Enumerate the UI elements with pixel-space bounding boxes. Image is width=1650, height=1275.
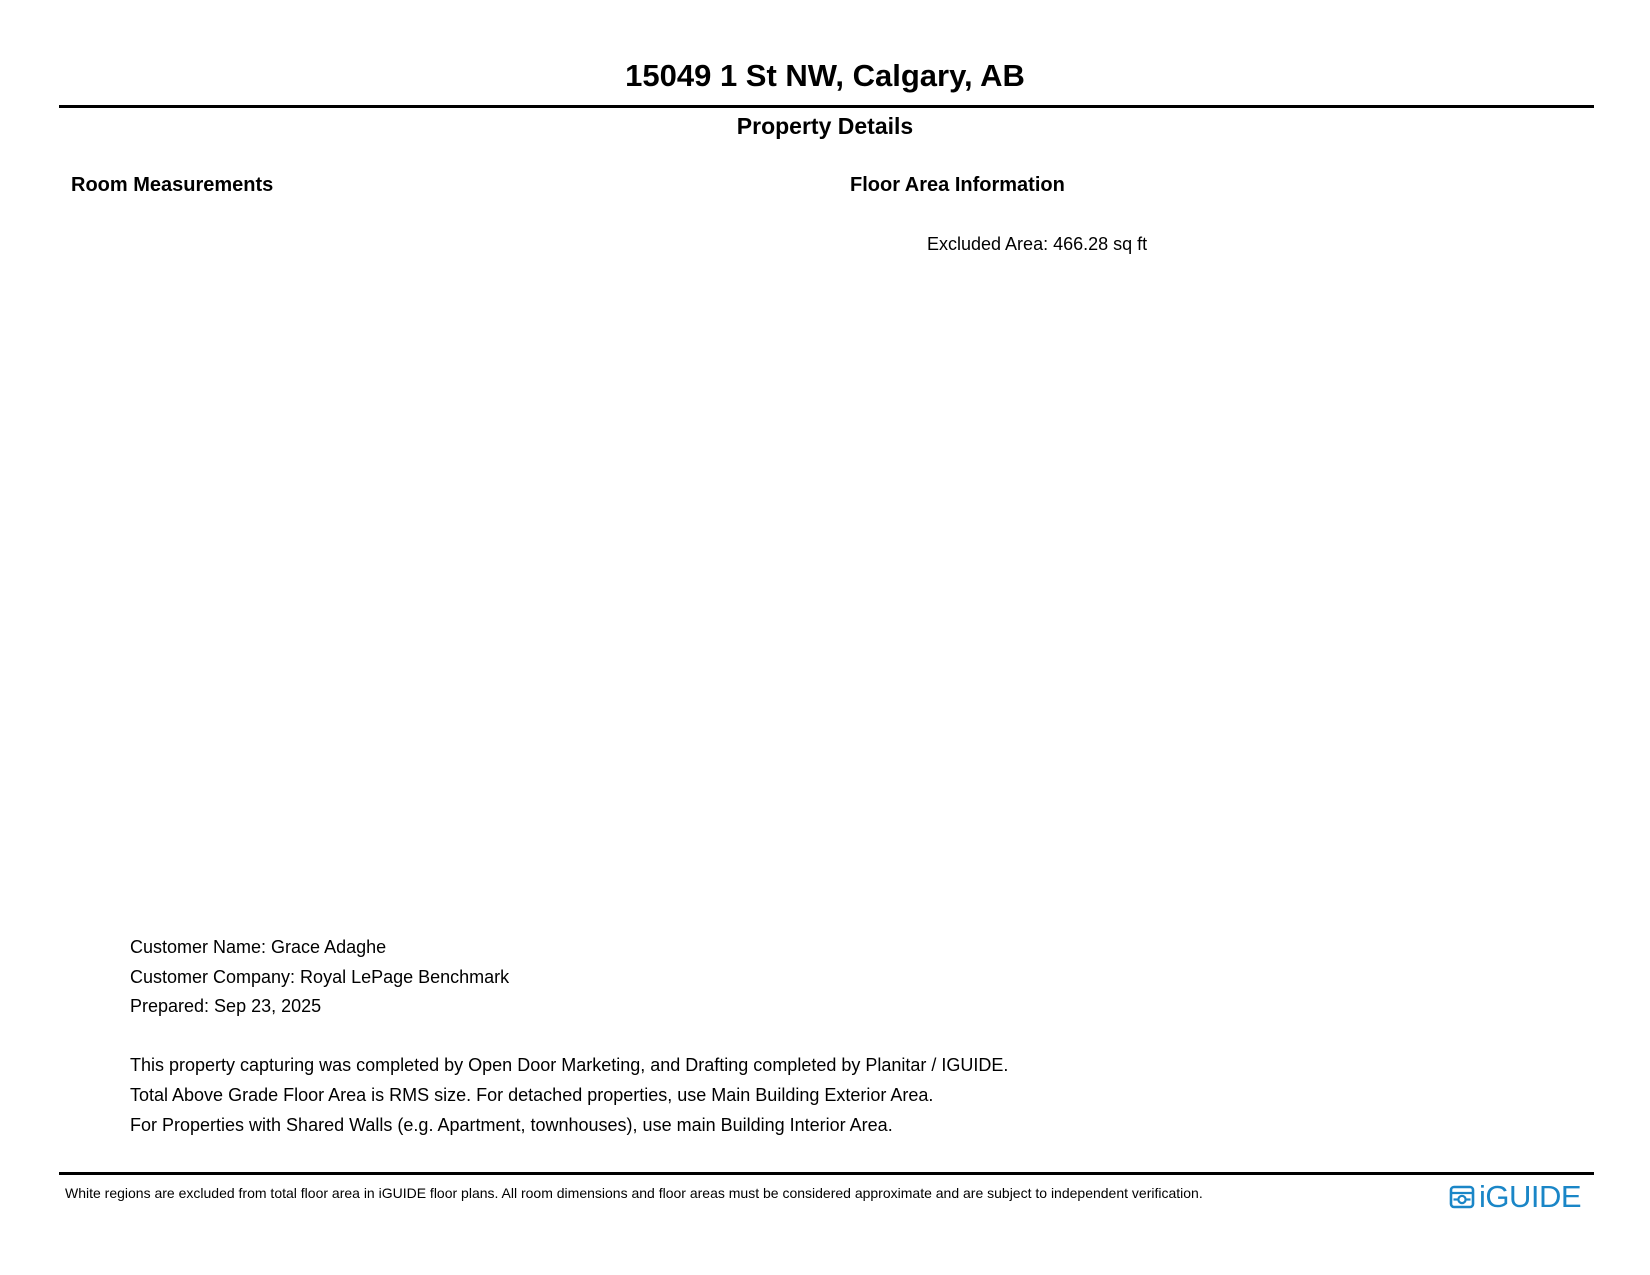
header-divider: [59, 105, 1594, 108]
iguide-camera-icon: [1449, 1184, 1475, 1210]
customer-name: Customer Name: Grace Adaghe: [130, 937, 387, 957]
spacer: [130, 1022, 1008, 1052]
room-measurements-heading: Room Measurements: [71, 174, 274, 196]
shared-walls-note: For Properties with Shared Walls (e.g. Apartment, townhouses), use main Building Interior Area.: [130, 1114, 893, 1135]
iguide-logo: [1449, 1181, 1581, 1213]
iguide-logo-text: iGUIDE: [1479, 1179, 1582, 1214]
page-subtitle: Property Details: [736, 113, 914, 139]
excluded-area-value: Excluded Area: 466.28 sq ft: [927, 234, 1148, 254]
prepared-date: Prepared: Sep 23, 2025: [130, 996, 322, 1017]
above-grade-note: Total Above Grade Floor Area is RMS size. For detached properties, use Main Building Exterior Area.: [130, 1084, 934, 1105]
floor-area-heading: Floor Area Information: [850, 174, 1065, 196]
footer-divider: [59, 1172, 1594, 1175]
capture-note: This property capturing was completed by Open Door Marketing, and Drafting completed by Planitar / IGUIDE.: [130, 1055, 1009, 1076]
footer-disclaimer: White regions are excluded from total floor area in iGUIDE floor plans. All room dimensions and floor areas must be considered approximate and are subject to independent verification.: [65, 1185, 1203, 1201]
customer-company: Customer Company: Royal LePage Benchmark: [130, 966, 510, 987]
customer-info-block: [130, 933, 1008, 1140]
page-title: 15049 1 St NW, Calgary, AB: [625, 58, 1025, 93]
